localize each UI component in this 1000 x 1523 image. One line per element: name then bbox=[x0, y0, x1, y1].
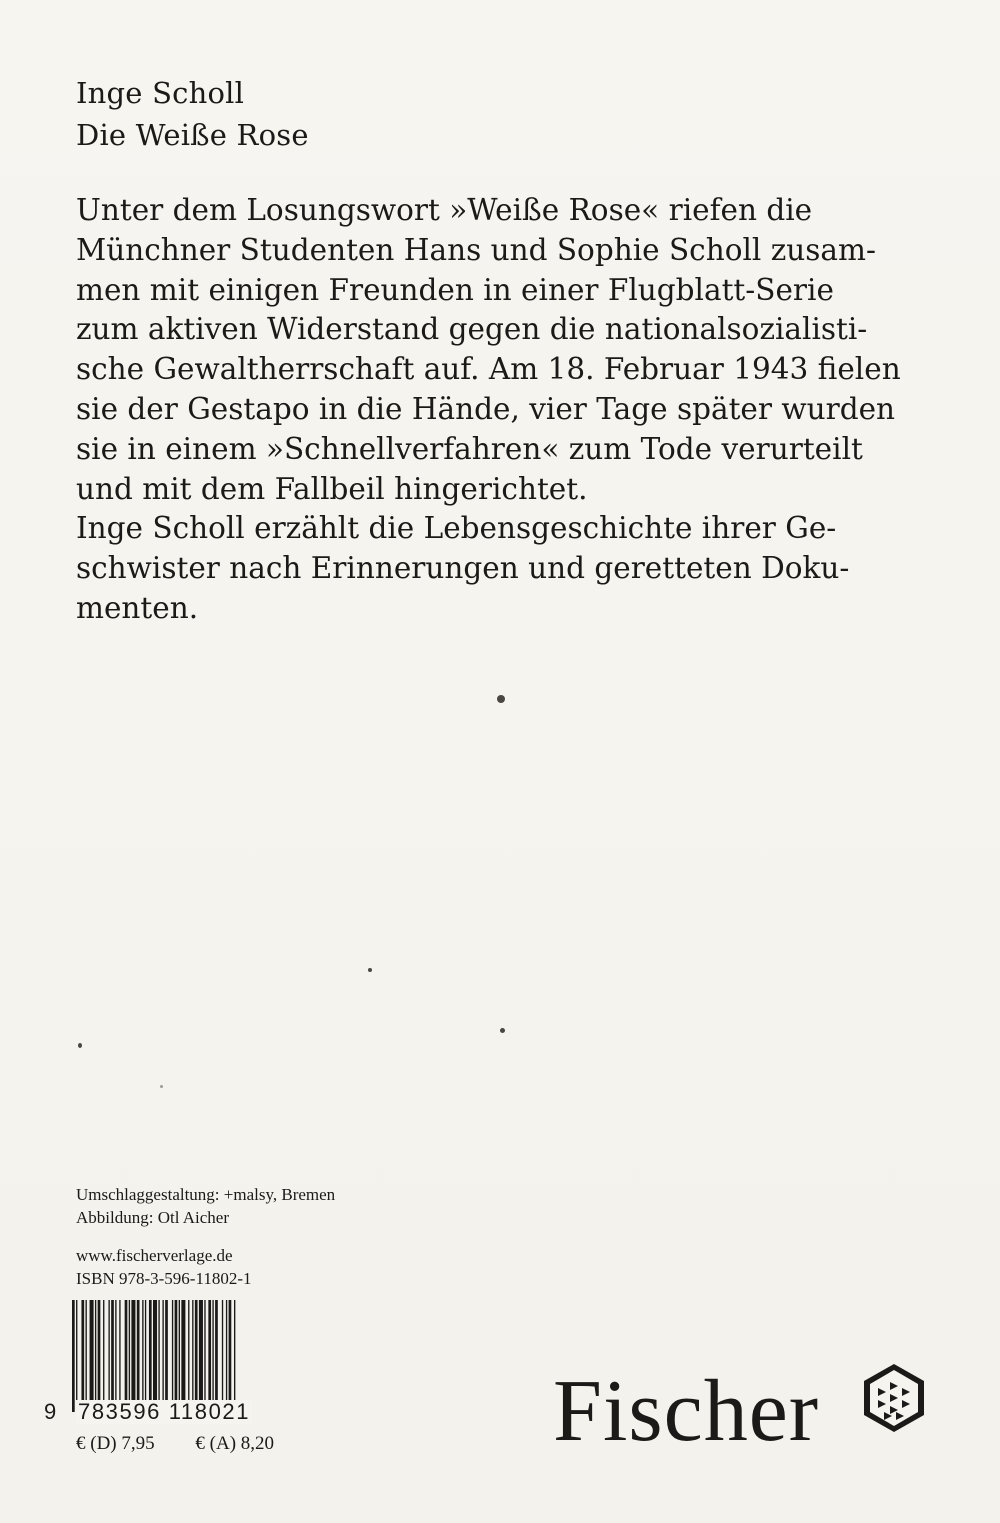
paper-speck bbox=[368, 968, 372, 972]
author-name: Inge Scholl bbox=[76, 76, 245, 110]
barcode-bar bbox=[204, 1300, 205, 1400]
blurb-line: schwister nach Erinnerungen und geretteten Doku- bbox=[76, 551, 850, 586]
barcode-bar bbox=[95, 1300, 96, 1400]
barcode-bar bbox=[129, 1300, 130, 1400]
barcode-bar bbox=[172, 1300, 173, 1400]
barcode-bar bbox=[119, 1300, 120, 1400]
barcode-bar bbox=[103, 1300, 104, 1400]
barcode-digits: 783596 118021 bbox=[78, 1399, 251, 1424]
barcode-bar bbox=[226, 1300, 227, 1400]
barcode-bar bbox=[165, 1300, 168, 1400]
blurb-line: sie der Gestapo in die Hände, vier Tage später wurden bbox=[76, 391, 896, 426]
barcode-bar bbox=[145, 1300, 146, 1400]
barcode-bar bbox=[212, 1300, 213, 1400]
barcode-bar bbox=[98, 1300, 101, 1400]
barcode-bar bbox=[192, 1300, 193, 1400]
barcode-bar bbox=[111, 1300, 114, 1400]
barcode-bar bbox=[195, 1300, 198, 1400]
publisher-name: Fischer bbox=[553, 1363, 820, 1460]
barcode-bar bbox=[181, 1300, 185, 1400]
illustration-credit: Abbildung: Otl Aicher bbox=[76, 1208, 229, 1227]
barcode-bar bbox=[199, 1300, 203, 1400]
barcode-bar bbox=[142, 1300, 143, 1400]
book-title: Die Weiße Rose bbox=[76, 118, 309, 152]
barcode-bar bbox=[90, 1300, 94, 1400]
barcode-bar bbox=[137, 1300, 140, 1400]
barcode-lead-digit: 9 bbox=[44, 1399, 57, 1424]
barcode-bar bbox=[153, 1300, 157, 1412]
barcode-bar bbox=[131, 1300, 135, 1400]
paper-speck bbox=[500, 1028, 505, 1033]
isbn-number: ISBN 978-3-596-11802-1 bbox=[76, 1269, 252, 1288]
blurb-line: menten. bbox=[76, 590, 199, 625]
blurb-line: Inge Scholl erzählt die Lebensgeschichte ihrer Ge- bbox=[76, 511, 837, 546]
barcode-bar bbox=[162, 1300, 163, 1400]
barcode-bar bbox=[86, 1300, 87, 1400]
barcode-bar bbox=[115, 1300, 116, 1400]
barcode bbox=[44, 1300, 294, 1430]
price-block bbox=[76, 1432, 274, 1456]
barcode-bar bbox=[158, 1300, 159, 1400]
barcode-bar bbox=[175, 1300, 178, 1400]
barcode-bar bbox=[149, 1300, 152, 1400]
barcode-bar bbox=[208, 1300, 211, 1400]
paper-speck bbox=[160, 1085, 163, 1088]
blurb-line: zum aktiven Widerstand gegen die nationalsozialisti- bbox=[76, 312, 868, 347]
blurb-line: Münchner Studenten Hans und Sophie Scholl zusam- bbox=[76, 232, 876, 267]
book-header bbox=[76, 72, 309, 156]
barcode-bar bbox=[179, 1300, 180, 1400]
barcode-bar bbox=[72, 1300, 75, 1412]
barcode-bar bbox=[229, 1300, 232, 1400]
barcode-bar bbox=[125, 1300, 128, 1400]
blurb-line: sche Gewaltherrschaft auf. Am 18. Februar 1943 fielen bbox=[76, 352, 901, 387]
barcode-bar bbox=[108, 1300, 109, 1400]
paper-speck bbox=[497, 695, 505, 703]
blurb-line: und mit dem Fallbeil hingerichtet. bbox=[76, 471, 588, 506]
blurb-line: men mit einigen Freunden in einer Flugblatt-Serie bbox=[76, 272, 834, 307]
barcode-bars bbox=[72, 1300, 294, 1412]
publisher-website: www.fischerverlage.de bbox=[76, 1246, 233, 1265]
barcode-bar bbox=[81, 1300, 84, 1400]
barcode-bar bbox=[222, 1300, 223, 1400]
barcode-bar bbox=[188, 1300, 189, 1400]
paper-speck bbox=[78, 1043, 82, 1048]
barcode-bar bbox=[234, 1300, 235, 1412]
fischer-hexagon-logo-icon bbox=[862, 1362, 926, 1434]
price-germany: € (D) 7,95 bbox=[76, 1433, 155, 1454]
blurb-line: sie in einem »Schnellverfahren« zum Tode verurteilt bbox=[76, 431, 863, 466]
cover-design-credit: Umschlaggestaltung: +malsy, Bremen bbox=[76, 1185, 336, 1204]
barcode-bar bbox=[76, 1300, 77, 1412]
credits-block bbox=[76, 1183, 335, 1290]
blurb-line: Unter dem Losungswort »Weiße Rose« riefen die bbox=[76, 193, 813, 227]
price-austria: € (A) 8,20 bbox=[195, 1433, 275, 1454]
blurb-text bbox=[76, 191, 936, 629]
barcode-bar bbox=[215, 1300, 218, 1400]
